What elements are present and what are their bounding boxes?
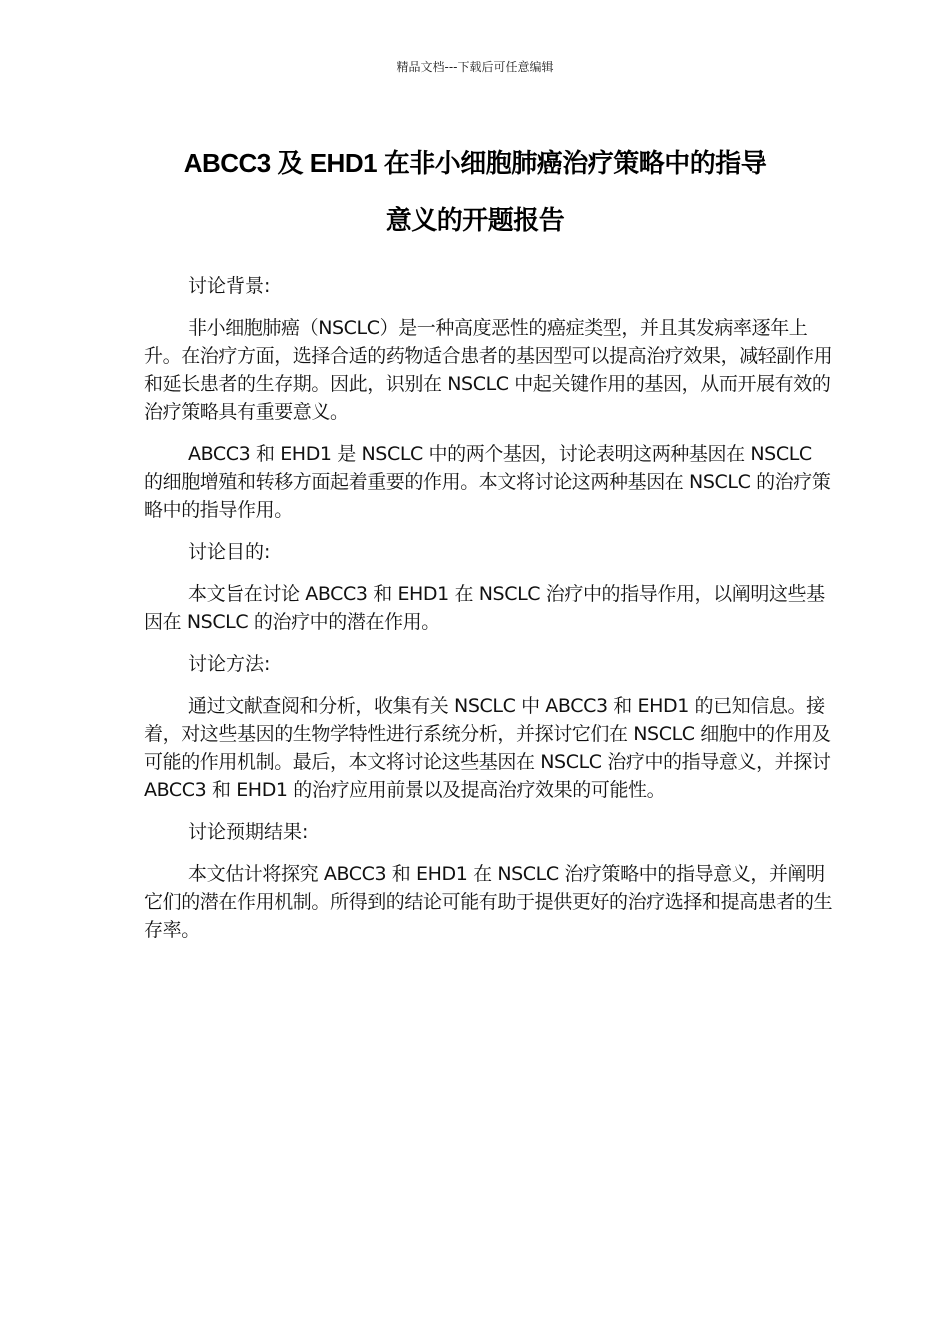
paragraph: 本文旨在讨论 ABCC3 和 EHD1 在 NSCLC 治疗中的指导作用，以阐明这些基因在 NSCLC 的治疗中的潜在作用。: [144, 583, 825, 633]
document-title: [120, 135, 830, 249]
document-title-line-1: ABCC3 及 EHD1 在非小细胞肺癌治疗策略中的指导: [183, 148, 767, 178]
paragraph: ABCC3 和 EHD1 是 NSCLC 中的两个基因，讨论表明这两种基因在 NSCLC 的细胞增殖和转移方面起着重要的作用。本文将讨论这两种基因在 NSCLC 的治疗策略中的指导作用。: [144, 443, 831, 521]
paragraph: 通过文献查阅和分析，收集有关 NSCLC 中 ABCC3 和 EHD1 的已知信息。接着，对这些基因的生物学特性进行系统分析，并探讨它们在 NSCLC 细胞中的作用及可能的作用机制。最后，本文将讨论这些基因在 NSCLC 治疗中的指导意义，并探讨 ABCC3 和 EHD1 的治疗应用前景以及提高治疗效果的可能性。: [144, 695, 831, 801]
section-heading-method: 讨论方法:: [188, 653, 271, 675]
document-body: [144, 272, 834, 958]
paragraph: 本文估计将探究 ABCC3 和 EHD1 在 NSCLC 治疗策略中的指导意义，并阐明它们的潜在作用机制。所得到的结论可能有助于提供更好的治疗选择和提高患者的生存率。: [144, 863, 833, 941]
document-title-line-2: 意义的开题报告: [385, 205, 565, 235]
section-heading-purpose: 讨论目的:: [188, 541, 271, 563]
paragraph: 非小细胞肺癌（NSCLC）是一种高度恶性的癌症类型，并且其发病率逐年上升。在治疗方面，选择合适的药物适合患者的基因型可以提高治疗效果，减轻副作用和延长患者的生存期。因此，识别在 NSCLC 中起关键作用的基因，从而开展有效的治疗策略具有重要意义。: [144, 317, 833, 423]
section-heading-expected-results: 讨论预期结果:: [188, 821, 309, 843]
header-note: 精品文档---下载后可任意编辑: [396, 60, 554, 74]
section-heading-background: 讨论背景:: [188, 275, 271, 297]
